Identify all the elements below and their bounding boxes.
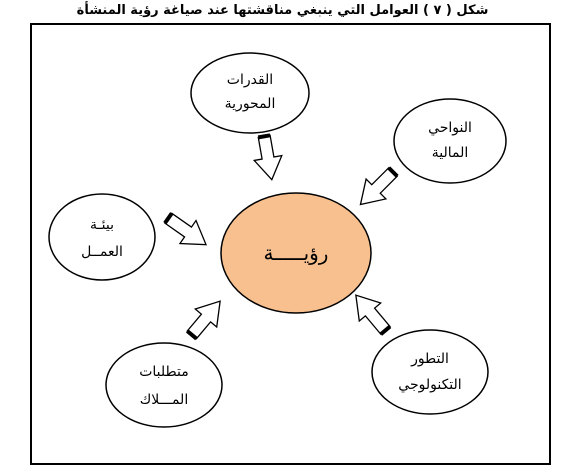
arrow-tech-development — [345, 286, 396, 339]
node-owners-requirements-line2: المـــلاك — [139, 392, 189, 408]
node-owners-requirements — [106, 343, 222, 427]
node-financial-aspects-line2: المالية — [431, 145, 469, 161]
node-financial-aspects-line1: النواحي — [428, 120, 472, 136]
node-core-capabilities — [191, 53, 309, 133]
arrow-financial-aspects — [351, 162, 403, 214]
arrow-core-capabilities — [250, 134, 285, 182]
figure-caption: شكل ( ٧ ) العوامل التي ينبغي مناقشتها عند صياغة رؤية المنشأة — [76, 3, 489, 18]
node-work-environment-line1: بيئـة — [90, 217, 114, 233]
center-node — [221, 193, 371, 313]
node-work-environment — [49, 194, 155, 280]
arrow-work-environment — [160, 207, 214, 256]
node-tech-development-line1: التطور — [411, 351, 449, 367]
node-core-capabilities-line2: المحورية — [224, 96, 276, 112]
arrow-owners-requirements — [181, 292, 231, 344]
node-tech-development-line2: التكنولوجي — [398, 377, 462, 393]
node-work-environment-line2: العمــل — [81, 244, 123, 260]
node-financial-aspects — [394, 99, 506, 183]
node-tech-development — [372, 330, 488, 414]
center-label: رؤيـــــة — [263, 241, 329, 265]
node-core-capabilities-line1: القدرات — [226, 72, 274, 88]
node-owners-requirements-line1: متطلبات — [139, 364, 189, 380]
